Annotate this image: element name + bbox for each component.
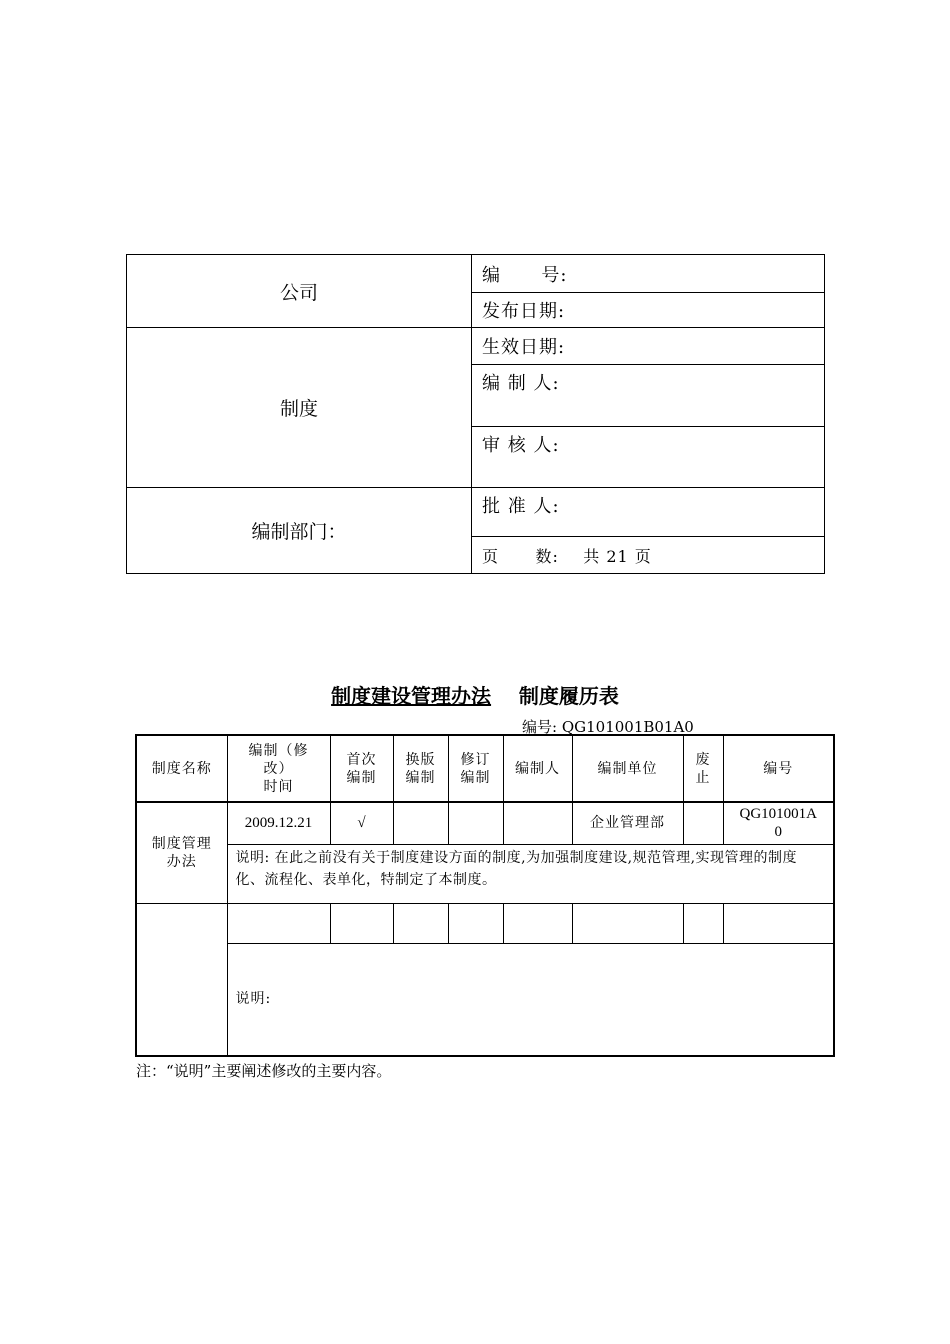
row1-author xyxy=(503,802,572,844)
col-name: 制度名称 xyxy=(136,735,227,802)
history-title-suffix: 制度履历表 xyxy=(518,684,619,708)
col-time: 编制（修 改） 时间 xyxy=(227,735,330,802)
row2-description: 说明: xyxy=(227,943,834,1056)
system-label: 制度 xyxy=(127,328,472,488)
col-author: 编制人 xyxy=(503,735,572,802)
row1-date: 2009.12.21 xyxy=(227,802,330,844)
pages-field: 页 数: 共 21 页 xyxy=(472,537,825,574)
row1-swap xyxy=(393,802,448,844)
col-unit: 编制单位 xyxy=(572,735,683,802)
compiler-field: 编 制 人: xyxy=(472,365,825,427)
approver-field: 批 准 人: xyxy=(472,488,825,537)
row1-code: QG101001A 0 xyxy=(723,802,834,844)
col-first: 首次 编制 xyxy=(330,735,393,802)
row1-description: 说明: 在此之前没有关于制度建设方面的制度,为加强制度建设,规范管理,实现管理的制度化、流程化、表单化，特制定了本制度。 xyxy=(227,844,834,903)
table-row xyxy=(136,943,834,1056)
row1-unit: 企业管理部 xyxy=(572,802,683,844)
effective-date-field: 生效日期: xyxy=(472,328,825,365)
history-title-main: 制度建设管理办法 xyxy=(331,684,492,708)
history-code-line: 编号: QG101001B01A0 xyxy=(522,718,694,736)
history-table xyxy=(135,734,835,1057)
table-row xyxy=(136,844,834,903)
publish-date-field: 发布日期: xyxy=(472,293,825,328)
row1-revision xyxy=(448,802,503,844)
col-abolish: 废 止 xyxy=(683,735,723,802)
row1-abolish xyxy=(683,802,723,844)
row1-first-mark: √ xyxy=(330,802,393,844)
company-label: 公司 xyxy=(127,255,472,328)
footnote: 注：“说明”主要阐述修改的主要内容。 xyxy=(136,1062,392,1080)
table-header-row xyxy=(136,735,834,802)
col-code: 编号 xyxy=(723,735,834,802)
row2-name xyxy=(136,903,227,1056)
reviewer-field: 审 核 人: xyxy=(472,427,825,488)
document-header-table xyxy=(126,254,825,574)
table-row xyxy=(136,903,834,943)
col-swap: 换版 编制 xyxy=(393,735,448,802)
col-revision: 修订 编制 xyxy=(448,735,503,802)
dept-label: 编制部门： xyxy=(127,488,472,574)
history-title xyxy=(0,680,950,709)
row1-name: 制度管理 办法 xyxy=(136,802,227,903)
number-field: 编 号: xyxy=(472,255,825,293)
table-row xyxy=(136,802,834,844)
